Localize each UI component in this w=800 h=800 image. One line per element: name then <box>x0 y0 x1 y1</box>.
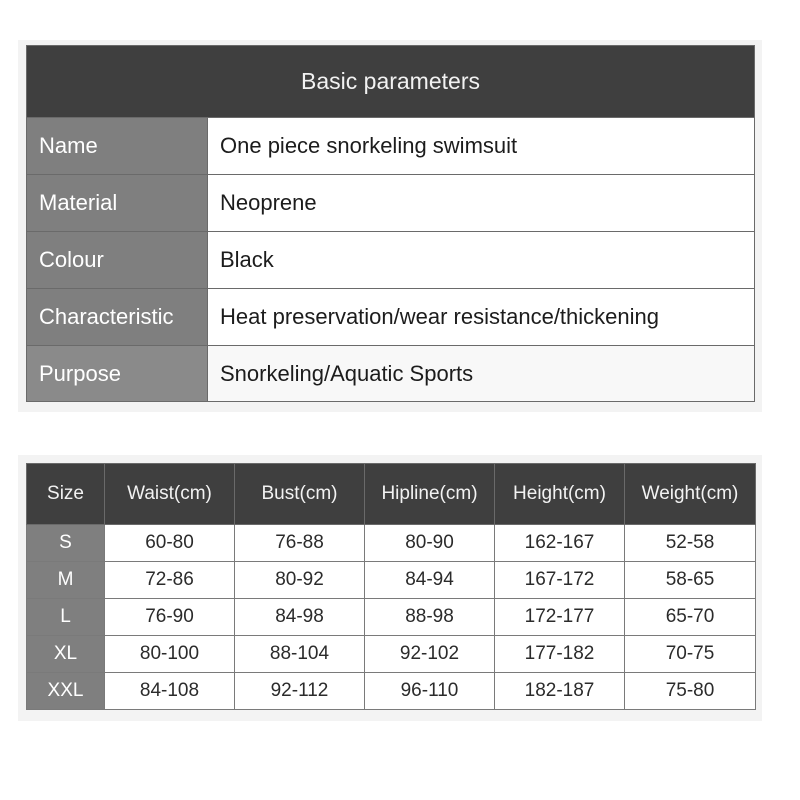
param-value: Snorkeling/Aquatic Sports <box>208 346 755 402</box>
hipline-cell: 96-110 <box>365 673 495 710</box>
bust-cell: 80-92 <box>235 562 365 599</box>
waist-cell: 80-100 <box>105 636 235 673</box>
table-row <box>27 636 756 673</box>
bust-header: Bust(cm) <box>235 464 365 525</box>
size-cell: S <box>27 525 105 562</box>
waist-cell: 84-108 <box>105 673 235 710</box>
height-cell: 167-172 <box>495 562 625 599</box>
hipline-header: Hipline(cm) <box>365 464 495 525</box>
waist-cell: 76-90 <box>105 599 235 636</box>
waist-cell: 60-80 <box>105 525 235 562</box>
params-title-row <box>27 46 755 118</box>
params-row-characteristic <box>27 289 755 346</box>
params-title: Basic parameters <box>27 46 755 118</box>
param-value: One piece snorkeling swimsuit <box>208 118 755 175</box>
bust-cell: 92-112 <box>235 673 365 710</box>
param-value: Heat preservation/wear resistance/thickening <box>208 289 755 346</box>
param-label: Purpose <box>27 346 208 402</box>
waist-cell: 72-86 <box>105 562 235 599</box>
size-cell: XL <box>27 636 105 673</box>
weight-header: Weight(cm) <box>625 464 756 525</box>
params-row-name <box>27 118 755 175</box>
weight-cell: 52-58 <box>625 525 756 562</box>
weight-cell: 65-70 <box>625 599 756 636</box>
table-row <box>27 599 756 636</box>
size-chart-header-row <box>27 464 756 525</box>
params-row-colour <box>27 232 755 289</box>
height-header: Height(cm) <box>495 464 625 525</box>
weight-cell: 58-65 <box>625 562 756 599</box>
table-row <box>27 562 756 599</box>
params-row-purpose <box>27 346 755 402</box>
waist-header: Waist(cm) <box>105 464 235 525</box>
bust-cell: 88-104 <box>235 636 365 673</box>
param-label: Colour <box>27 232 208 289</box>
height-cell: 172-177 <box>495 599 625 636</box>
params-row-material <box>27 175 755 232</box>
hipline-cell: 92-102 <box>365 636 495 673</box>
hipline-cell: 84-94 <box>365 562 495 599</box>
bust-cell: 84-98 <box>235 599 365 636</box>
param-label: Name <box>27 118 208 175</box>
weight-cell: 75-80 <box>625 673 756 710</box>
bust-cell: 76-88 <box>235 525 365 562</box>
hipline-cell: 80-90 <box>365 525 495 562</box>
param-label: Characteristic <box>27 289 208 346</box>
basic-parameters-table <box>26 45 755 402</box>
size-cell: L <box>27 599 105 636</box>
height-cell: 162-167 <box>495 525 625 562</box>
param-value: Neoprene <box>208 175 755 232</box>
size-header: Size <box>27 464 105 525</box>
weight-cell: 70-75 <box>625 636 756 673</box>
param-label: Material <box>27 175 208 232</box>
table-row <box>27 673 756 710</box>
hipline-cell: 88-98 <box>365 599 495 636</box>
size-cell: M <box>27 562 105 599</box>
height-cell: 182-187 <box>495 673 625 710</box>
height-cell: 177-182 <box>495 636 625 673</box>
size-chart-table <box>26 463 756 710</box>
table-row <box>27 525 756 562</box>
param-value: Black <box>208 232 755 289</box>
size-cell: XXL <box>27 673 105 710</box>
